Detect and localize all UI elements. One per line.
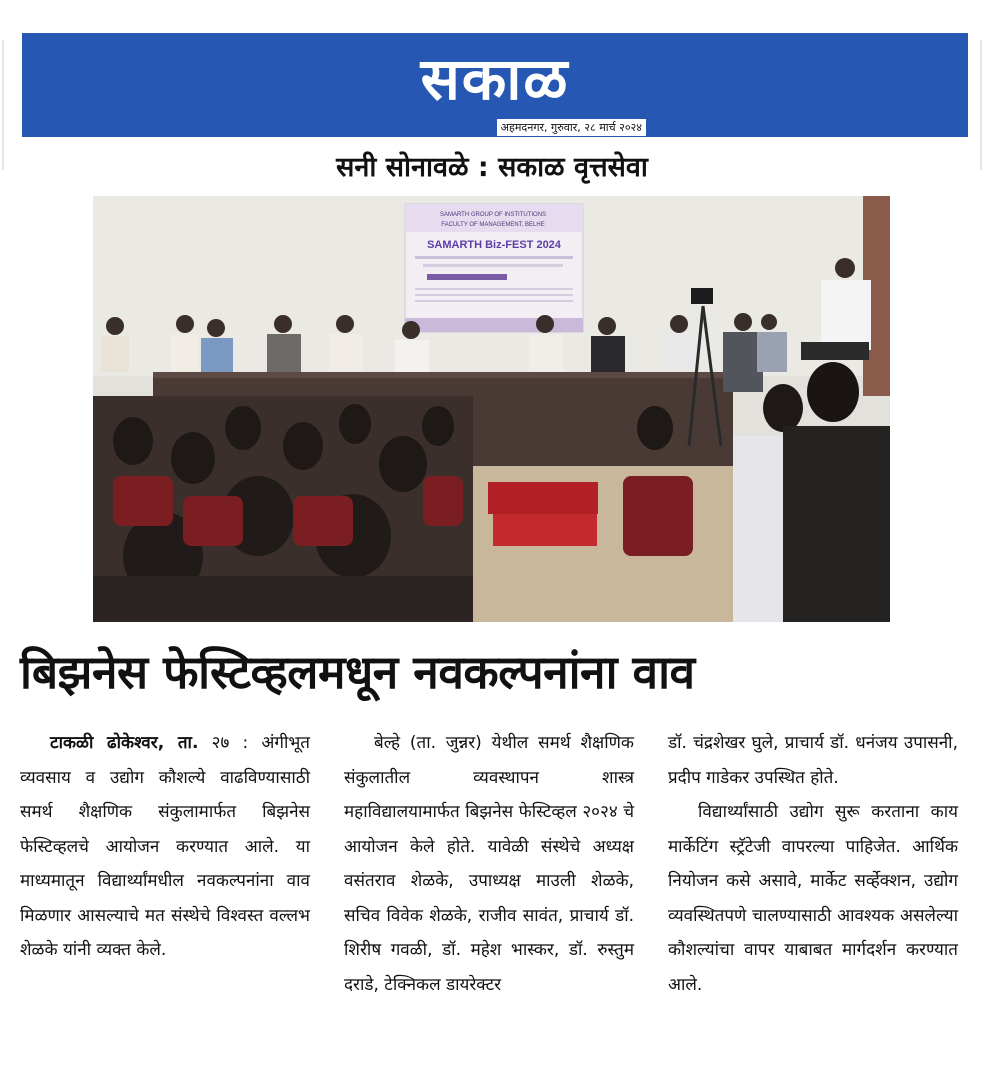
- article-column-3: [668, 726, 958, 1002]
- article-col1-text: २७ : अंगीभूत व्यवसाय व उद्योग कौशल्ये वाढविण्यासाठी समर्थ शैक्षणिक संकुलामार्फत बिझनेस फेस्टिव्हलचे आयोजन करण्यात आले. या माध्यमातून विद्यार्थ्यांमधील नवकल्पनांना वाव मिळणार आसल्याचे मत संस्थेचे विश्वस्त वल्लभ शेळके यांनी व्यक्त केले.: [20, 733, 310, 960]
- event-banner: [405, 204, 583, 332]
- dateline: अहमदनगर, गुरुवार, २८ मार्च २०२४: [497, 119, 646, 136]
- banner-line2: FACULTY OF MANAGEMENT, BELHE: [441, 222, 545, 228]
- article-column-1: [20, 726, 310, 968]
- article-col3-text-b: विद्यार्थ्यांसाठी उद्योग सुरू करताना काय मार्केटिंग स्ट्रॅटेजी वापरल्या पाहिजेत. आर्थिक नियोजन कसे असावे, मार्केट सर्व्हेक्शन, उद्योग व्यवस्थितपणे चालण्यासाठी आवश्यक असलेल्या कौशल्यांचा वापर याबाबत मार्गदर्शन करण्यात आले.: [668, 802, 958, 995]
- newspaper-logo: सकाळ: [420, 45, 570, 113]
- masthead: [22, 33, 968, 137]
- event-photo: [93, 196, 890, 622]
- byline: सनी सोनावळे : सकाळ वृत्तसेवा: [336, 152, 648, 183]
- article-col3-text-a: डॉ. चंद्रशेखर घुले, प्राचार्य डॉ. धनंजय उपासनी, प्रदीप गाडेकर उपस्थित होते.: [668, 733, 958, 788]
- article-column-2: [344, 726, 634, 1002]
- headline: बिझनेस फेस्टिव्हलमधून नवकल्पनांना वाव: [20, 645, 695, 699]
- banner-title: SAMARTH Biz-FEST 2024: [427, 239, 561, 251]
- banner-line1: SAMARTH GROUP OF INSTITUTIONS: [439, 212, 547, 218]
- article-col2-text: बेल्हे (ता. जुन्नर) येथील समर्थ शैक्षणिक संकुलातील व्यवस्थापन शास्त्र महाविद्यालयामार्फत बिझनेस फेस्टिव्हल २०२४ चे आयोजन केले होते. यावेळी संस्थेचे अध्यक्ष वसंतराव शेळके, उपाध्यक्ष माउली शेळके, सचिव विवेक शेळके, राजीव सावंत, प्राचार्य डॉ. शिरीष गवळी, डॉ. महेश भास्कर, डॉ. रुस्तुम दराडे, टेक्निकल डायरेक्टर: [344, 733, 634, 995]
- article-dateline: टाकळी ढोकेश्वर, ता.: [50, 733, 199, 753]
